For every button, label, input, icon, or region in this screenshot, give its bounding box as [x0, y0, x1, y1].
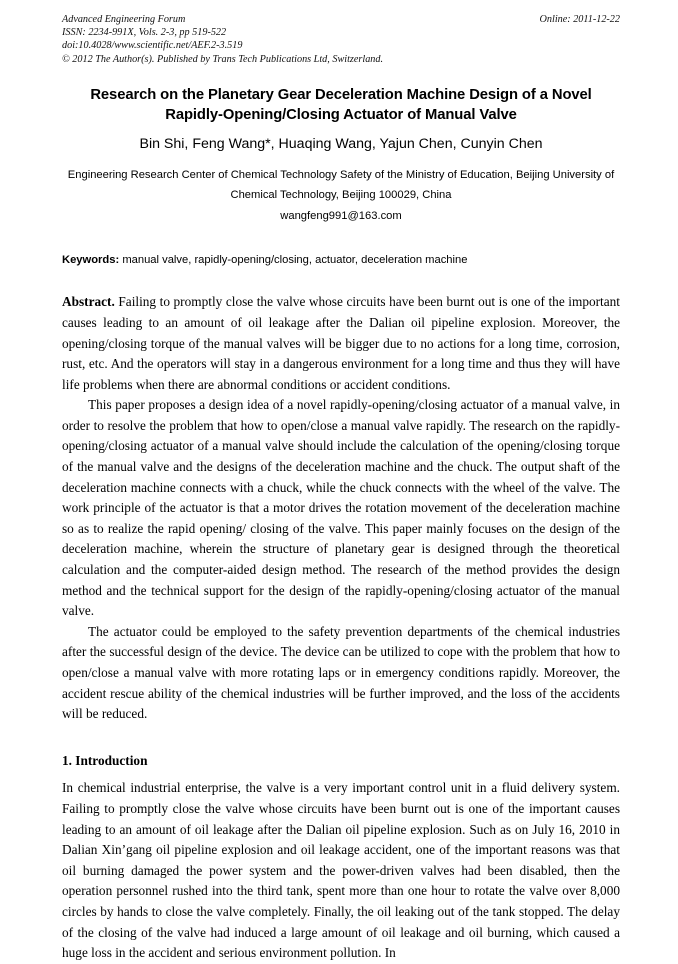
journal-name: Advanced Engineering Forum [62, 14, 186, 25]
publisher-header [62, 13, 620, 66]
corresponding-email[interactable]: wangfeng991@163.com [280, 209, 402, 222]
copyright-line: © 2012 The Author(s). Published by Trans Tech Publications Ltd, Switzerland. [62, 53, 384, 65]
author-list: Bin Shi, Feng Wang*, Huaqing Wang, Yajun Chen, Cunyin Chen [139, 135, 543, 152]
issn-line: ISSN: 2234-991X, Vols. 2-3, pp 519-522 [62, 27, 227, 39]
keywords-list: manual valve, rapidly-opening/closing, actuator, deceleration machine [122, 254, 468, 267]
page-title: Research on the Planetary Gear Deceleration Machine Design of a Novel Rapidly-Opening/Closing Actuator of Manual Valve [90, 86, 592, 123]
introduction-paragraph-1: In chemical industrial enterprise, the valve is a very important control unit in a fluid delivery system. Failing to promptly close the valve whose circuits have been burnt out is one of the important causes leading to an amount of oil leakage after the Dalian oil pipeline explosion. Such as on July 16, 2010 in Dalian Xin’gang oil pipeline explosion and oil leakage accident, one of the important reasons was that oil burning damaged the power system and the power-driven valves had been disabled, then the operation personnel rushed into the third tank, spent more than one hour to rotate the valve over 8,000 circles by hands to close the valve completely. Finally, the oil leaking out of the tank stopped. The delay of the closing of the valve had induced a large amount of oil leakage and oil burning, which caused a huge loss in the accident and serious environment pollution. In [62, 780, 620, 961]
page-content [62, 13, 620, 964]
keywords-label: Keywords: [62, 254, 120, 267]
doi-line[interactable]: doi:10.4028/www.scientific.net/AEF.2-3.519 [62, 40, 243, 52]
section-heading-introduction: 1. Introduction [62, 752, 148, 768]
abstract-label: Abstract. [62, 294, 115, 310]
affiliation: Engineering Research Center of Chemical Technology Safety of the Ministry of Education, Beijing University of Chemical Technology, Beijing 100029, China [67, 168, 615, 202]
abstract-paragraph-1 [62, 292, 620, 395]
publisher-header-row [62, 13, 620, 26]
online-date: Online: 2011-12-22 [539, 14, 620, 25]
abstract-section [62, 292, 620, 724]
abstract-paragraph-2: This paper proposes a design idea of a novel rapidly-opening/closing actuator of a manual valve, in order to resolve the problem that how to open/close a manual valve rapidly. The research on the rapidly-opening/closing actuator of a manual valve should include the calculation of the opening/closing torque of the manual valve and the designs of the deceleration machine and the chuck. The output shaft of the deceleration machine connects with a chuck, while the chuck connects with the wheel of the valve. The work principle of the actuator is that a motor drives the rotation movement of the deceleration machine so as to realize the rapid opening/ closing of the valve. This paper mainly focuses on the design of the deceleration machine, wherein the structure of planetary gear is designed through the theoretical calculation and the computer-aided design method. The research of the method provides the design method and the technical support for the design of the rapidly-opening/closing actuator of the manual valve. [62, 397, 620, 619]
abstract-text-1: Failing to promptly close the valve whose circuits have been burnt out is one of the important causes leading to an amount of oil leakage after the Dalian oil pipeline explosion. Moreover, the opening/closing torque of the manual valves will be bigger due to no actions for a long time, corrosion, rust, etc. And the operators will stay in a dangerous environment for a long time and thus they will have life problems when there are abnormal conditions or accident conditions. [62, 294, 620, 392]
keywords-line [62, 252, 620, 268]
abstract-paragraph-3: The actuator could be employed to the safety prevention departments of the chemical industries after the successful design of the device. The device can be utilized to cope with the problem that how to open/close a manual valve with more rotating laps or in emergency conditions rapidly. Moreover, the accident rescue ability of the chemical industries will be further improved, and the loss of the accidents will be reduced. [62, 623, 620, 722]
